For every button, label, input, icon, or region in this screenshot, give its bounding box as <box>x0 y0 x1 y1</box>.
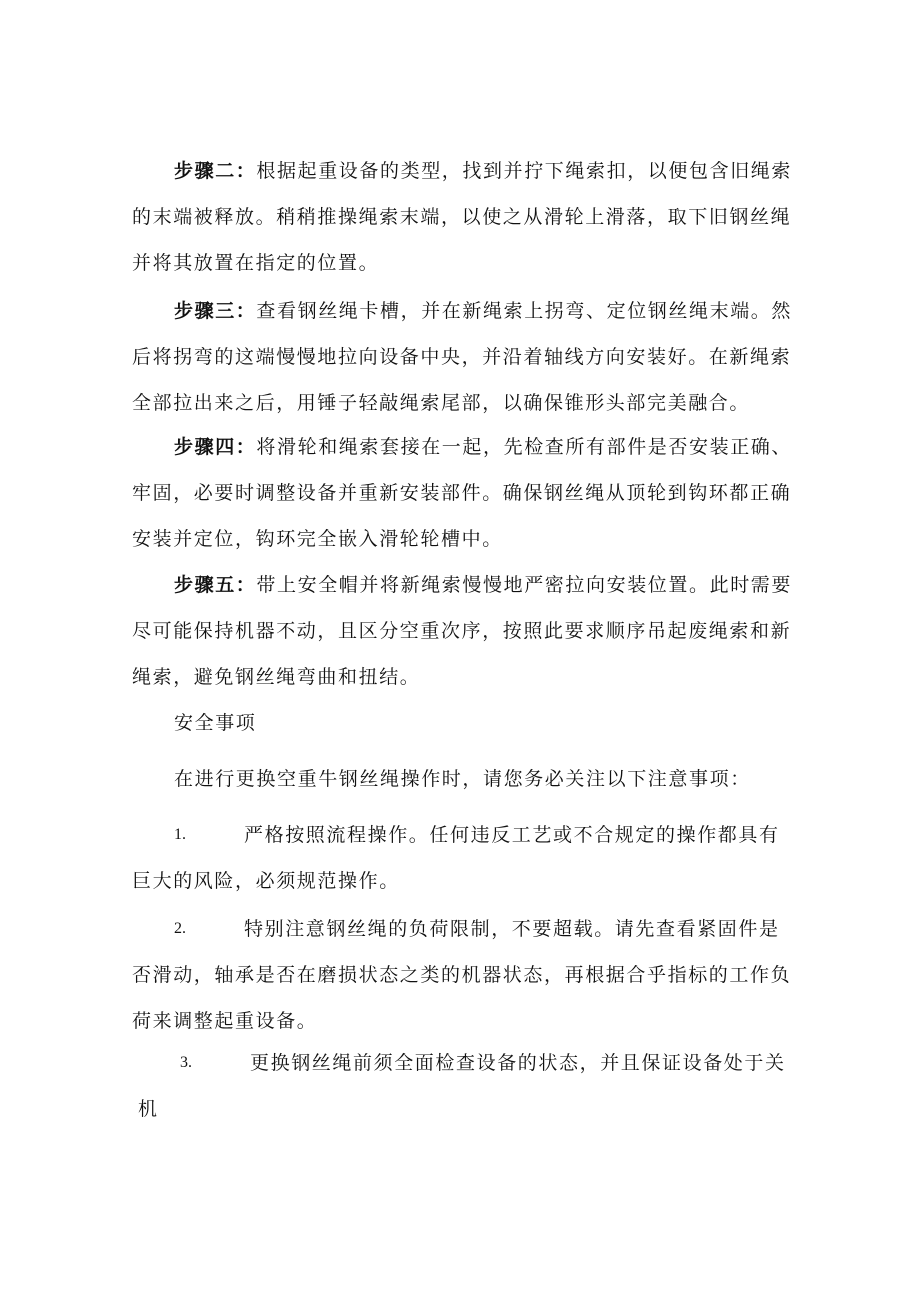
step-four-paragraph <box>132 424 792 562</box>
safety-item-text: 严格按照流程操作。任何违反工艺或不合规定的操作都具有巨大的风险，必须规范操作。 <box>132 824 780 892</box>
step-two-label: 步骤二： <box>174 160 257 182</box>
safety-item-number: 3. <box>180 1054 192 1071</box>
safety-item-number: 2. <box>174 920 186 937</box>
step-two-text: 根据起重设备的类型，找到并拧下绳索扣，以便包含旧绳索的末端被释放。稍稍推操绳索末端，以使之从滑轮上滑落，取下旧钢丝绳并将其放置在指定的位置。 <box>132 160 793 274</box>
step-five-text: 带上安全帽并将新绳索慢慢地严密拉向安装位置。此时需要尽可能保持机器不动，且区分空重次序，按照此要求顺序吊起废绳索和新绳索，避免钢丝绳弯曲和扭结。 <box>132 574 793 688</box>
safety-item-2 <box>132 906 792 1044</box>
step-three-label: 步骤三： <box>174 300 257 322</box>
step-three-text: 查看钢丝绳卡槽，并在新绳索上拐弯、定位钢丝绳末端。然后将拐弯的这端慢慢地拉向设备中央，并沿着轴线方向安装好。在新绳索全部拉出来之后，用锤子轻敲绳索尾部，以确保锥形头部完美融合。 <box>132 300 793 414</box>
step-five-label: 步骤五： <box>174 574 257 596</box>
step-four-label: 步骤四： <box>174 436 257 458</box>
safety-item-text: 特别注意钢丝绳的负荷限制，不要超载。请先查看紧固件是否滑动，轴承是否在磨损状态之类的机器状态，再根据合乎指标的工作负荷来调整起重设备。 <box>132 918 792 1032</box>
step-two-paragraph <box>132 148 792 286</box>
safety-intro: 在进行更换空重牛钢丝绳操作时，请您务必关注以下注意事项： <box>174 768 751 790</box>
step-five-paragraph <box>132 562 792 700</box>
step-four-text: 将滑轮和绳索套接在一起，先检查所有部件是否安装正确、牢固，必要时调整设备并重新安装部件。确保钢丝绳从顶轮到钩环都正确安装并定位，钩环完全嵌入滑轮轮槽中。 <box>132 436 793 550</box>
step-three-paragraph <box>132 288 792 426</box>
safety-item-text: 更换钢丝绳前须全面检查设备的状态，并且保证设备处于关机 <box>138 1052 786 1120</box>
safety-item-3 <box>138 1040 798 1132</box>
safety-item-1 <box>132 812 792 904</box>
safety-heading: 安全事项 <box>174 712 257 734</box>
safety-item-number: 1. <box>174 826 186 843</box>
